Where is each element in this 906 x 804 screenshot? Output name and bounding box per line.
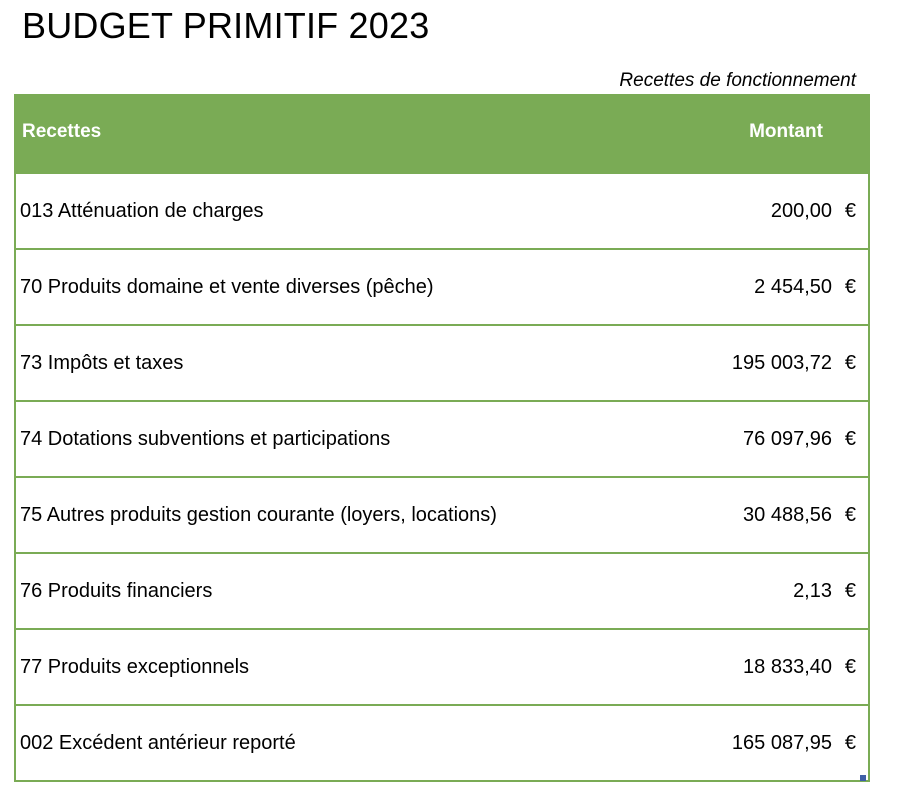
table-row [16,400,868,476]
row-label: 77 Produits exceptionnels [20,655,250,678]
currency-symbol: € [844,351,856,374]
resize-handle[interactable] [860,775,866,781]
row-amount-cell [648,276,868,299]
row-amount: 165 087,95 [731,731,832,754]
row-amount-cell [648,580,868,603]
currency-symbol: € [844,199,856,222]
table-row [16,704,868,780]
row-amount-cell [648,656,868,679]
currency-symbol: € [844,731,856,754]
row-label: 74 Dotations subventions et participations [20,427,391,450]
currency-symbol: € [844,503,856,526]
table-header [16,94,868,174]
table-row [16,552,868,628]
row-amount-cell [648,200,868,223]
currency-symbol: € [844,655,856,678]
row-amount: 2 454,50 [754,275,832,298]
table-row [16,324,868,400]
section-subtitle: Recettes de fonctionnement [619,70,856,91]
row-amount: 2,13 [793,579,832,602]
row-amount-cell [648,428,868,451]
currency-symbol: € [844,275,856,298]
row-amount: 200,00 [770,199,832,222]
row-amount-cell [648,732,868,755]
table-row [16,174,868,248]
currency-symbol: € [844,579,856,602]
row-amount: 30 488,56 [743,503,832,526]
row-amount-cell [648,504,868,527]
row-label: 75 Autres produits gestion courante (loyers, locations) [20,503,497,526]
table-body [16,174,868,780]
row-label: 013 Atténuation de charges [20,199,264,222]
page-title: BUDGET PRIMITIF 2023 [22,5,430,46]
row-label: 002 Excédent antérieur reporté [20,731,296,754]
row-label: 73 Impôts et taxes [20,351,184,374]
header-montant: Montant [749,121,823,142]
row-amount-cell [648,352,868,375]
table-row [16,476,868,552]
currency-symbol: € [844,427,856,450]
table-row [16,248,868,324]
row-amount: 195 003,72 [731,351,832,374]
table-row [16,628,868,704]
revenue-table [14,94,870,782]
row-label: 76 Produits financiers [20,579,213,602]
header-recettes: Recettes [22,121,102,142]
row-amount: 18 833,40 [743,655,832,678]
row-amount: 76 097,96 [743,427,832,450]
row-label: 70 Produits domaine et vente diverses (pêche) [20,275,434,298]
